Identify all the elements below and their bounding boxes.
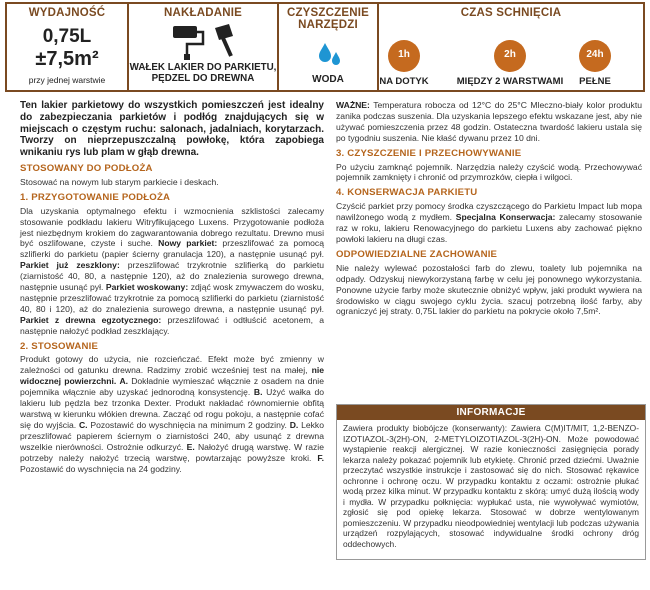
info-text: Zawiera produkty biobójcze (konserwanty): Zawiera C(M)IT/MIT, 1,2-BENZO-IZOTIAZOL-3(2H)-ON, 2-METYLOIZOTIAZOL-3(2H)-ON. Może powodować wystąpienie reakcji alergicznej. W razie konieczności zasięgnięcia porady lekarza należy pokazać pojemnik lub etykietę. Chronić przed dziećmi. Uważnie przeczytać wszystkie instrukcje i zastosować się do nich. Stosować rękawice ochronne i ochronę oczu. W przypadku kontaktu z oczami: ostrożnie płukać wodą przez kilka minut. W przypadku kontaktu z skórą: umyć dużą ilością wody i mydła. W przypadku połknięcia: wypłukać usta, nie wywoływać wymiotów, zgłosić się pod opiekę lekarza. Stosować w dobrze wentylowanym pomieszczeniu. W przypadku nieodpowiedniej wentylacji lub podczas używania urządzeń rozpylających, stosować indywidualne środki ochrony dróg oddechowych.: [343, 423, 639, 549]
section-usage-text: Produkt gotowy do użycia, nie rozcieńczać. Efekt może być zmienny w zależności od gatunku drewna. Radzimy zrobić wcześniej test na małej, nie widocznej powierzchni. A. Dokładnie wymieszać włącznie z osadem na dnie pojemnika włącznie aby uzyskać jednorodną konsystencję. B. Użyć wałka do lakieru lub pędzla bez trzonka Dexter. Produkt nakładać równomiernie obfitą warstwą w kierunku włókien drewna. Zacząć od rogu pokoju, a następnie cofać się do wyjścia. C. Pozostawić do wyschnięcia na minimum 2 godziny. D. Lekko przeszlifować papierem ściernym o ziarnistości 240, aby usunąć z drewna wszelkie nierówności. Ostrożnie odkurzyć. E. Nałożyć drugą warstwę. W razie potrzeby należy nałożyć trzecią warstwę, powtarzając powyższe kroki. F. Pozostawić do wyschnięcia na 24 godziny.: [20, 354, 325, 474]
intro-text: Ten lakier parkietowy do wszystkich pomieszczeń jest idealny do zabezpieczania parkietów i podłóg znajdujących się w miejscach o częstym ruchu: salonach, jadalniach, korytarzach. Tworzy on nieprzepuszczalną powłokę, która zapobiega wnikaniu rys lub plam w głąb drewna.: [20, 100, 324, 159]
section-responsible-text: Nie należy wylewać pozostałości farb do zlewu, toalety lub pojemnika na odpady. Odzyskuj niewykorzystaną farbę w celu jej ponownego wykorzystania. Ponowne użycie farby może skutecznie obniżyć wpływ, jaki produkt wywiera na środowisko w ciągu swojego cyklu życia. szacuj potrzebną ilość farby, aby ograniczyć jej straty. 0,75L lakier do parkietu na pokrycie około 7,5m².: [336, 262, 642, 317]
application-label: WAŁEK LAKIER DO PARKIETU, PĘDZEL DO DREWNA: [129, 62, 277, 84]
yield-cell: [7, 4, 129, 90]
application-cell: [129, 4, 279, 90]
drying-label-full: PEŁNE: [579, 76, 611, 87]
clock-1h-icon: 1h: [388, 40, 420, 72]
drying-label-touch: NA DOTYK: [379, 76, 429, 87]
section-cleaning-text: Po użyciu zamknąć pojemnik. Narzędzia należy czyścić wodą. Przechowywać pojemnik zamknięty i chronić od przymrozków, ciepła i wilgoci.: [336, 161, 642, 183]
section-substrate-title: STOSOWANY DO PODŁOŻA: [20, 162, 153, 174]
clock-24h-icon: 24h: [579, 40, 611, 72]
yield-note: przy jednej warstwie: [28, 75, 106, 85]
section-preparation-text: Dla uzyskania optymalnego efektu i wzmocnienia szklistości zalecamy stosowanie podkładu lakieru Witryfikującego Luxens. Przygotowanie podłoża jest niezbędnym krokiem do zagwarantowania dobrego rezultatu. Drewno musi być oszlifowane, czyste i suche. Nowy parkiet: przeszlifować za pomocą szlifierki do parkietu (papier ścierny granulacja 120), a następnie usunąć pył. Parkiet już zeszklony: przeszlifować trzykrotnie szlifierką do parkietu (ziarnistość 40, 80, a następnie 120), aż do znalezienia surowego drewna, następnie usunąć pył. Parkiet woskowany: zdjąć wosk zmywaczem do wosku, następnie przeszlifować trzykrotnie za pomocą szlifierki do parkietu (ziarnistość 40, 80 i 120), aż do znalezienia surowego drewna, a następnie usunąć pył. Parkiet z drewna egzotycznego: przeszlifować i odtłuścić acetonem, a następnie nałożyć podkład zeszklający.: [20, 205, 324, 336]
yield-volume: 0,75L: [42, 26, 92, 47]
application-title: NAKŁADANIE: [163, 7, 243, 19]
cleaning-label: WODA: [312, 74, 344, 85]
info-box: [336, 404, 646, 560]
right-column: [336, 100, 642, 319]
water-drops-icon: [315, 40, 345, 70]
clock-2h-icon: 2h: [494, 40, 526, 72]
info-title: INFORMACJE: [337, 405, 645, 420]
cleaning-title: CZYSZCZENIE NARZĘDZI: [286, 7, 370, 31]
drying-title: CZAS SCHNIĘCIA: [460, 7, 562, 19]
section-preparation-title: 1. PRZYGOTOWANIE PODŁOŻA: [20, 191, 171, 203]
drying-item-full: [555, 40, 635, 87]
section-usage-title: 2. STOSOWANIE: [20, 340, 99, 352]
drying-item-between: [455, 40, 565, 87]
drying-cell: [379, 4, 643, 90]
header-panel: [5, 2, 645, 92]
drying-item-touch: [349, 40, 459, 87]
roller-brush-icon: [171, 22, 241, 60]
yield-title: WYDAJNOŚĆ: [28, 7, 106, 19]
section-maintenance-text: Czyścić parkiet przy pomocy środka czyszczącego do Parkietu Impact lub mopa nawilżonego wodą z mydłem. Specjalna Konserwacja: zalecamy stosowanie raz w roku, lakieru Renowacyjnego do parkietu Luxens aby zachować piękno powłoki lakieru na długi czas.: [336, 201, 642, 244]
section-cleaning-title: 3. CZYSZCZENIE I PRZECHOWYWANIE: [336, 147, 522, 159]
section-substrate-text: Stosować na nowym lub starym parkiecie i deskach.: [20, 176, 219, 187]
left-column: [20, 100, 324, 476]
drying-label-between: MIĘDZY 2 WARSTWAMI: [456, 76, 564, 87]
section-maintenance-title: 4. KONSERWACJA PARKIETU: [336, 187, 478, 199]
yield-coverage: ±7,5m²: [35, 48, 99, 70]
section-responsible-title: ODPOWIEDZIALNE ZACHOWANIE: [336, 248, 498, 260]
important-note: WAŻNE: Temperatura robocza od 12°C do 25°C Mleczno-biały kolor produktu zanika podczas suszenia. Dla uzyskania lepszego efektu wskazane jest, aby nie używać pomieszczenia przez 48 godzin. Ostateczna twardość lakieru ustala się po tygodniu suszenia. Nie kłaść dywanu przez 10 dni.: [336, 100, 642, 143]
